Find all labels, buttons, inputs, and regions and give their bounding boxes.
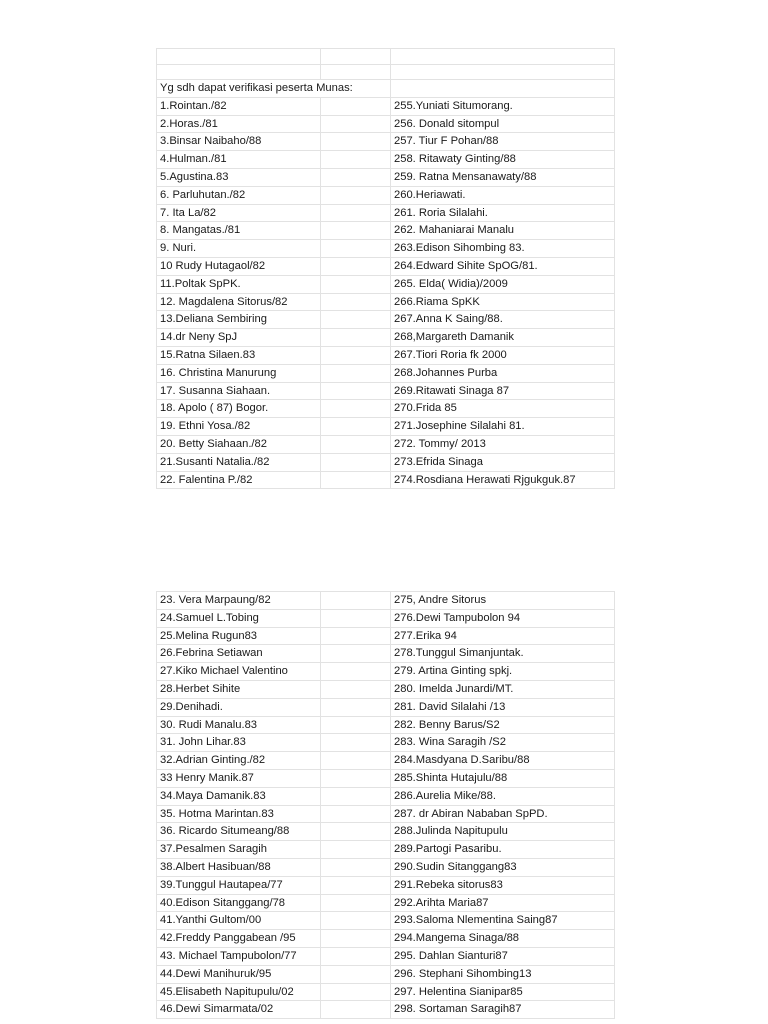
left-entry-cell[interactable]: 7. Ita La/82 [157,204,321,222]
left-entry-cell[interactable]: 27.Kiko Michael Valentino [157,663,321,681]
table-row [157,293,615,311]
list-header-cell[interactable]: Yg sdh dapat verifikasi peserta Munas: [157,80,391,98]
empty-cell[interactable] [321,257,391,275]
cell[interactable] [321,64,391,80]
right-entry-cell[interactable]: 282. Benny Barus/S2 [391,716,615,734]
right-entry-cell[interactable]: 261. Roria Silalahi. [391,204,615,222]
table-row [157,471,615,489]
right-entry-cell[interactable]: 264.Edward Sihite SpOG/81. [391,257,615,275]
left-entry-cell[interactable]: 1.Rointan./82 [157,97,321,115]
right-entry-cell[interactable]: 288.Julinda Napitupulu [391,823,615,841]
empty-cell[interactable] [321,912,391,930]
empty-cell[interactable] [321,133,391,151]
empty-cell[interactable] [321,680,391,698]
right-entry-cell[interactable]: 257. Tiur F Pohan/88 [391,133,615,151]
left-entry-cell[interactable]: 25.Melina Rugun83 [157,627,321,645]
blank-row [157,64,615,80]
right-entry-cell[interactable]: 292.Arihta Maria87 [391,894,615,912]
left-entry-cell[interactable]: 31. John Lihar.83 [157,734,321,752]
empty-cell[interactable] [321,609,391,627]
right-entry-cell[interactable]: 266.Riama SpKK [391,293,615,311]
table-row [157,453,615,471]
empty-cell[interactable] [321,663,391,681]
empty-cell[interactable] [321,841,391,859]
left-entry-cell[interactable]: 6. Parluhutan./82 [157,186,321,204]
left-entry-cell[interactable]: 28.Herbet Sihite [157,680,321,698]
left-entry-cell[interactable]: 2.Horas./81 [157,115,321,133]
right-entry-cell[interactable]: 284.Masdyana D.Saribu/88 [391,752,615,770]
table-row [157,346,615,364]
empty-cell[interactable] [321,364,391,382]
right-entry-cell[interactable]: 298. Sortaman Saragih87 [391,1001,615,1019]
right-entry-cell[interactable]: 295. Dahlan Sianturi87 [391,947,615,965]
right-entry-cell[interactable]: 267.Tiori Roria fk 2000 [391,346,615,364]
right-entry-cell[interactable]: 272. Tommy/ 2013 [391,435,615,453]
table-row [157,965,615,983]
left-entry-cell[interactable]: 32.Adrian Ginting./82 [157,752,321,770]
left-entry-cell[interactable]: 33 Henry Manik.87 [157,769,321,787]
table-row [157,435,615,453]
empty-cell[interactable] [321,186,391,204]
table-row [157,1001,615,1019]
table-row [157,400,615,418]
left-entry-cell[interactable]: 40.Edison Sitanggang/78 [157,894,321,912]
right-entry-cell[interactable]: 278.Tunggul Simanjuntak. [391,645,615,663]
right-entry-cell[interactable]: 271.Josephine Silalahi 81. [391,418,615,436]
table-row [157,311,615,329]
right-entry-cell[interactable]: 256. Donald sitompul [391,115,615,133]
table-row [157,769,615,787]
left-entry-cell[interactable]: 23. Vera Marpaung/82 [157,592,321,610]
left-entry-cell[interactable]: 42.Freddy Panggabean /95 [157,930,321,948]
left-entry-cell[interactable]: 16. Christina Manurung [157,364,321,382]
spreadsheet-block-1 [156,48,615,489]
empty-cell[interactable] [321,240,391,258]
right-entry-cell[interactable]: 269.Ritawati Sinaga 87 [391,382,615,400]
table-row [157,947,615,965]
empty-cell[interactable] [321,471,391,489]
table-row [157,752,615,770]
cell[interactable] [391,80,615,98]
right-entry-cell[interactable]: 286.Aurelia Mike/88. [391,787,615,805]
left-entry-cell[interactable]: 5.Agustina.83 [157,168,321,186]
table-row [157,115,615,133]
right-entry-cell[interactable]: 263.Edison Sihombing 83. [391,240,615,258]
table-row [157,168,615,186]
left-entry-cell[interactable]: 21.Susanti Natalia./82 [157,453,321,471]
table-row [157,698,615,716]
empty-cell[interactable] [321,698,391,716]
table-row [157,592,615,610]
empty-cell[interactable] [321,823,391,841]
empty-cell[interactable] [321,716,391,734]
left-entry-cell[interactable]: 24.Samuel L.Tobing [157,609,321,627]
left-entry-cell[interactable]: 45.Elisabeth Napitupulu/02 [157,983,321,1001]
right-entry-cell[interactable]: 273.Efrida Sinaga [391,453,615,471]
right-entry-cell[interactable]: 268.Johannes Purba [391,364,615,382]
table-row [157,257,615,275]
table-row [157,609,615,627]
empty-cell[interactable] [321,115,391,133]
cell[interactable] [157,49,321,65]
left-entry-cell[interactable]: 30. Rudi Manalu.83 [157,716,321,734]
left-entry-cell[interactable]: 14.dr Neny SpJ [157,329,321,347]
left-entry-cell[interactable]: 36. Ricardo Situmeang/88 [157,823,321,841]
empty-cell[interactable] [321,1001,391,1019]
left-entry-cell[interactable]: 19. Ethni Yosa./82 [157,418,321,436]
table-row [157,151,615,169]
right-entry-cell[interactable]: 289.Partogi Pasaribu. [391,841,615,859]
right-entry-cell[interactable]: 255.Yuniati Situmorang. [391,97,615,115]
right-entry-cell[interactable]: 276.Dewi Tampubolon 94 [391,609,615,627]
empty-cell[interactable] [321,965,391,983]
table-row [157,627,615,645]
empty-cell[interactable] [321,858,391,876]
left-entry-cell[interactable]: 9. Nuri. [157,240,321,258]
empty-cell[interactable] [321,168,391,186]
header-row [157,80,615,98]
empty-cell[interactable] [321,204,391,222]
empty-cell[interactable] [321,930,391,948]
table-row [157,734,615,752]
right-entry-cell[interactable]: 275, Andre Sitorus [391,592,615,610]
empty-cell[interactable] [321,435,391,453]
table-row [157,186,615,204]
right-entry-cell[interactable]: 281. David Silalahi /13 [391,698,615,716]
left-entry-cell[interactable]: 8. Mangatas./81 [157,222,321,240]
table-row [157,823,615,841]
table-row [157,204,615,222]
right-entry-cell[interactable]: 296. Stephani Sihombing13 [391,965,615,983]
empty-cell[interactable] [321,346,391,364]
table-row [157,716,615,734]
right-entry-cell[interactable]: 297. Helentina Sianipar85 [391,983,615,1001]
table-row [157,645,615,663]
right-entry-cell[interactable]: 294.Mangema Sinaga/88 [391,930,615,948]
empty-cell[interactable] [321,769,391,787]
empty-cell[interactable] [321,151,391,169]
left-entry-cell[interactable]: 34.Maya Damanik.83 [157,787,321,805]
table-row [157,382,615,400]
right-entry-cell[interactable]: 285.Shinta Hutajulu/88 [391,769,615,787]
left-entry-cell[interactable]: 26.Febrina Setiawan [157,645,321,663]
left-entry-cell[interactable]: 29.Denihadi. [157,698,321,716]
left-entry-cell[interactable]: 39.Tunggul Hautapea/77 [157,876,321,894]
empty-cell[interactable] [321,627,391,645]
empty-cell[interactable] [321,734,391,752]
table-row [157,912,615,930]
right-entry-cell[interactable]: 265. Elda( Widia)/2009 [391,275,615,293]
right-entry-cell[interactable]: 267.Anna K Saing/88. [391,311,615,329]
table-row [157,930,615,948]
block-1-body [157,49,615,489]
empty-cell[interactable] [321,453,391,471]
cell[interactable] [391,49,615,65]
empty-cell[interactable] [321,382,391,400]
left-entry-cell[interactable]: 46.Dewi Simarmata/02 [157,1001,321,1019]
left-entry-cell[interactable]: 37.Pesalmen Saragih [157,841,321,859]
empty-cell[interactable] [321,805,391,823]
empty-cell[interactable] [321,275,391,293]
cell[interactable] [391,64,615,80]
table-row [157,133,615,151]
left-entry-cell[interactable]: 43. Michael Tampubolon/77 [157,947,321,965]
right-entry-cell[interactable]: 280. Imelda Junardi/MT. [391,680,615,698]
right-entry-cell[interactable]: 279. Artina Ginting spkj. [391,663,615,681]
empty-cell[interactable] [321,947,391,965]
empty-cell[interactable] [321,418,391,436]
right-entry-cell[interactable]: 291.Rebeka sitorus83 [391,876,615,894]
table-row [157,240,615,258]
left-entry-cell[interactable]: 10 Rudy Hutagaol/82 [157,257,321,275]
blank-row [157,49,615,65]
spreadsheet-block-2 [156,591,615,1019]
table-row [157,222,615,240]
table-row [157,841,615,859]
right-entry-cell[interactable]: 260.Heriawati. [391,186,615,204]
left-entry-cell[interactable]: 17. Susanna Siahaan. [157,382,321,400]
left-entry-cell[interactable]: 3.Binsar Naibaho/88 [157,133,321,151]
right-entry-cell[interactable]: 293.Saloma Nlementina Saing87 [391,912,615,930]
left-entry-cell[interactable]: 13.Deliana Sembiring [157,311,321,329]
right-entry-cell[interactable]: 258. Ritawaty Ginting/88 [391,151,615,169]
right-entry-cell[interactable]: 259. Ratna Mensanawaty/88 [391,168,615,186]
table-row [157,894,615,912]
empty-cell[interactable] [321,329,391,347]
right-entry-cell[interactable]: 270.Frida 85 [391,400,615,418]
block-2-body [157,592,615,1019]
right-entry-cell[interactable]: 262. Mahaniarai Manalu [391,222,615,240]
empty-cell[interactable] [321,983,391,1001]
right-entry-cell[interactable]: 277.Erika 94 [391,627,615,645]
empty-cell[interactable] [321,592,391,610]
cell[interactable] [321,49,391,65]
table-row [157,983,615,1001]
left-entry-cell[interactable]: 41.Yanthi Gultom/00 [157,912,321,930]
left-entry-cell[interactable]: 15.Ratna Silaen.83 [157,346,321,364]
right-entry-cell[interactable]: 287. dr Abiran Nababan SpPD. [391,805,615,823]
right-entry-cell[interactable]: 274.Rosdiana Herawati Rjgukguk.87 [391,471,615,489]
cell[interactable] [157,64,321,80]
left-entry-cell[interactable]: 35. Hotma Marintan.83 [157,805,321,823]
table-row [157,876,615,894]
table-row [157,663,615,681]
left-entry-cell[interactable]: 20. Betty Siahaan./82 [157,435,321,453]
left-entry-cell[interactable]: 44.Dewi Manihuruk/95 [157,965,321,983]
table-row [157,275,615,293]
right-entry-cell[interactable]: 290.Sudin Sitanggang83 [391,858,615,876]
table-row [157,858,615,876]
left-entry-cell[interactable]: 4.Hulman./81 [157,151,321,169]
empty-cell[interactable] [321,400,391,418]
left-entry-cell[interactable]: 11.Poltak SpPK. [157,275,321,293]
empty-cell[interactable] [321,311,391,329]
table-row [157,680,615,698]
empty-cell[interactable] [321,97,391,115]
left-entry-cell[interactable]: 38.Albert Hasibuan/88 [157,858,321,876]
right-entry-cell[interactable]: 268,Margareth Damanik [391,329,615,347]
table-row [157,805,615,823]
table-row [157,364,615,382]
empty-cell[interactable] [321,752,391,770]
table-row [157,329,615,347]
left-entry-cell[interactable]: 12. Magdalena Sitorus/82 [157,293,321,311]
table-row [157,418,615,436]
table-row [157,97,615,115]
left-entry-cell[interactable]: 18. Apolo ( 87) Bogor. [157,400,321,418]
empty-cell[interactable] [321,222,391,240]
left-entry-cell[interactable]: 22. Falentina P./82 [157,471,321,489]
empty-cell[interactable] [321,787,391,805]
empty-cell[interactable] [321,645,391,663]
right-entry-cell[interactable]: 283. Wina Saragih /S2 [391,734,615,752]
empty-cell[interactable] [321,876,391,894]
table-row [157,787,615,805]
empty-cell[interactable] [321,293,391,311]
empty-cell[interactable] [321,894,391,912]
